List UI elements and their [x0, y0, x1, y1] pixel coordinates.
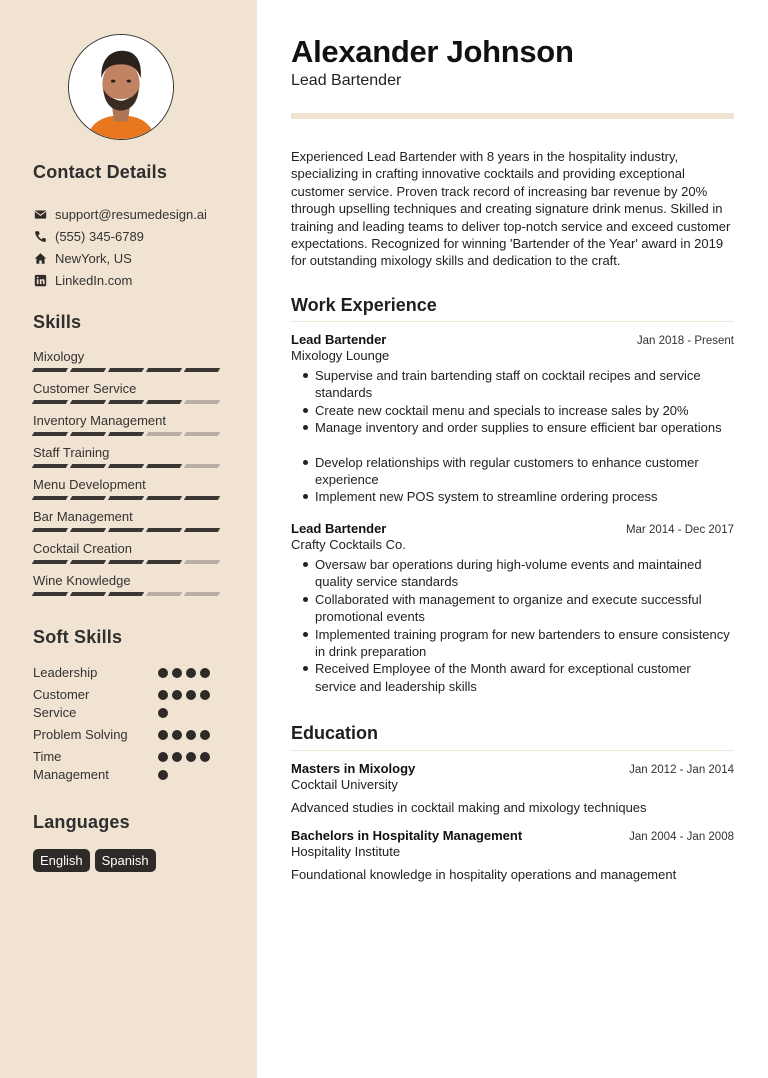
school-name: Hospitality Institute [291, 844, 401, 859]
skill-level-segment [184, 368, 220, 372]
soft-skill-item [33, 726, 223, 744]
skill-level-bar [33, 496, 223, 500]
soft-skill-item [33, 748, 223, 784]
skill-level-segment [146, 400, 182, 404]
education-dates: Jan 2012 - Jan 2014 [629, 764, 734, 776]
degree-title: Bachelors in Hospitality Management [291, 828, 523, 843]
rating-dot [200, 668, 210, 678]
candidate-title: Lead Bartender [291, 72, 402, 89]
rating-dot [186, 730, 196, 740]
education-entry [291, 761, 734, 815]
soft-skill-rating [158, 664, 218, 682]
skill-level-segment [70, 400, 106, 404]
skill-level-segment [70, 496, 106, 500]
job-bullet: Create new cocktail menu and specials to increase sales by 20% [303, 402, 734, 419]
contact-linkedin[interactable] [33, 269, 207, 291]
skill-level-segment [70, 368, 106, 372]
soft-skill-item [33, 686, 223, 722]
rating-dot [172, 690, 182, 700]
skill-level-segment [32, 432, 68, 436]
rating-dot [200, 730, 210, 740]
education-dates: Jan 2004 - Jan 2008 [629, 831, 734, 843]
contact-location [33, 247, 207, 269]
rating-dot [172, 730, 182, 740]
soft-skill-name: Leadership [33, 665, 98, 680]
skill-level-segment [70, 464, 106, 468]
education-description: Foundational knowledge in hospitality operations and management [291, 867, 677, 882]
linkedin-icon [33, 273, 47, 287]
contact-linkedin-text: LinkedIn.com [55, 272, 133, 288]
skill-item [33, 444, 223, 476]
rating-dot [172, 668, 182, 678]
skill-level-segment [70, 560, 106, 564]
sidebar [0, 0, 257, 1078]
rating-dot [158, 770, 168, 780]
skill-level-segment [108, 496, 144, 500]
skill-item [33, 508, 223, 540]
skill-item [33, 540, 223, 572]
skill-level-segment [108, 592, 144, 596]
job-bullet: Implemented training program for new bartenders to ensure consistency in drink preparation [303, 626, 734, 661]
skill-level-segment [146, 368, 182, 372]
skill-level-segment [32, 560, 68, 564]
rating-dot [158, 708, 168, 718]
skill-name: Customer Service [33, 381, 137, 396]
skill-level-segment [146, 560, 182, 564]
job-company: Crafty Cocktails Co. [291, 537, 406, 552]
job-bullet: Supervise and train bartending staff on cocktail recipes and service standards [303, 367, 734, 402]
skill-level-segment [108, 560, 144, 564]
skill-level-segment [146, 528, 182, 532]
skill-item [33, 348, 223, 380]
skill-level-segment [146, 592, 182, 596]
language-badge: English [33, 849, 90, 872]
skill-level-bar [33, 432, 223, 436]
skill-level-segment [108, 400, 144, 404]
skill-name: Staff Training [33, 445, 110, 460]
skill-level-segment [184, 432, 220, 436]
soft-skill-rating [158, 686, 218, 722]
job-bullet: Develop relationships with regular customers to enhance customer experience [303, 454, 734, 489]
header-divider [291, 113, 734, 119]
skill-level-bar [33, 560, 223, 564]
job-bullet: Implement new POS system to streamline ordering process [303, 488, 734, 505]
skill-level-segment [184, 560, 220, 564]
education-entry [291, 828, 734, 882]
skill-level-bar [33, 528, 223, 532]
skill-level-segment [32, 528, 68, 532]
job-bullets [291, 367, 734, 506]
avatar-illustration [69, 35, 173, 139]
job-dates: Jan 2018 - Present [636, 335, 734, 347]
job-role: Lead Bartender [291, 332, 387, 347]
section-divider [291, 321, 734, 322]
rating-dot [158, 730, 168, 740]
skill-level-segment [184, 496, 220, 500]
main-content [257, 0, 768, 1078]
skill-level-segment [70, 432, 106, 436]
skill-item [33, 380, 223, 412]
skill-level-segment [108, 368, 144, 372]
skill-level-bar [33, 464, 223, 468]
job-bullet: Manage inventory and order supplies to ensure efficient bar operations [303, 419, 734, 436]
skills-heading: Skills [33, 312, 82, 332]
envelope-icon [33, 207, 47, 221]
soft-skill-name: Customer Service [33, 687, 90, 720]
skill-name: Bar Management [33, 509, 133, 524]
skill-name: Wine Knowledge [33, 573, 131, 588]
contact-heading: Contact Details [33, 162, 168, 182]
soft-skill-item [33, 664, 223, 682]
skill-level-segment [108, 464, 144, 468]
skill-item [33, 476, 223, 508]
skill-level-segment [32, 368, 68, 372]
skill-name: Menu Development [33, 477, 146, 492]
rating-dot [158, 752, 168, 762]
skill-level-segment [184, 592, 220, 596]
profile-summary: Experienced Lead Bartender with 8 years in the hospitality industry, specializing in crafting innovative cocktails and providing exceptional customer service. Proven track record of increasing bar revenue by 20% through upselling techniques and creating signature drink menus. Skilled in training and leading teams to deliver top-notch service and exceed customer expectations. Recognized for winning 'Bartender of the Year' award in 2019 for outstanding mixology skills and dedication to the craft. [291, 149, 731, 269]
job-dates: Mar 2014 - Dec 2017 [625, 524, 734, 536]
skill-level-segment [146, 432, 182, 436]
skill-level-segment [184, 528, 220, 532]
education-heading: Education [291, 723, 379, 743]
section-divider [291, 750, 734, 751]
soft-skill-rating [158, 748, 218, 784]
skill-item [33, 572, 223, 604]
job-entry [291, 332, 734, 506]
skill-name: Cocktail Creation [33, 541, 132, 556]
rating-dot [186, 690, 196, 700]
job-company: Mixology Lounge [291, 348, 390, 363]
soft-skills-heading: Soft Skills [33, 627, 123, 647]
skill-level-segment [108, 528, 144, 532]
rating-dot [200, 752, 210, 762]
school-name: Cocktail University [291, 777, 398, 792]
contact-phone-text: (555) 345-6789 [55, 228, 144, 244]
skill-level-segment [32, 400, 68, 404]
skill-level-bar [33, 592, 223, 596]
skill-level-bar [33, 400, 223, 404]
contact-phone[interactable] [33, 225, 207, 247]
skill-level-segment [32, 496, 68, 500]
skill-level-segment [184, 464, 220, 468]
soft-skill-name: Problem Solving [33, 727, 128, 742]
work-experience-heading: Work Experience [291, 295, 437, 315]
contact-email[interactable] [33, 203, 207, 225]
job-bullets [291, 556, 734, 695]
skill-level-segment [146, 464, 182, 468]
rating-dot [186, 752, 196, 762]
rating-dot [186, 668, 196, 678]
skill-list [33, 348, 223, 604]
job-role: Lead Bartender [291, 521, 387, 536]
rating-dot [158, 690, 168, 700]
soft-skill-name: Time Management [33, 749, 109, 782]
soft-skill-rating [158, 726, 218, 744]
degree-title: Masters in Mixology [291, 761, 416, 776]
rating-dot [158, 668, 168, 678]
profile-photo [68, 34, 174, 140]
skill-name: Inventory Management [33, 413, 166, 428]
contact-location-text: NewYork, US [55, 250, 132, 266]
skill-level-segment [70, 528, 106, 532]
skill-name: Mixology [33, 349, 85, 364]
rating-dot [200, 690, 210, 700]
skill-level-segment [184, 400, 220, 404]
candidate-name: Alexander Johnson [291, 34, 574, 69]
soft-skill-list [33, 664, 223, 784]
language-list [33, 849, 156, 872]
job-bullet: Received Employee of the Month award for exceptional customer service and leadership skills [303, 660, 734, 695]
home-icon [33, 251, 47, 265]
skill-level-bar [33, 368, 223, 372]
skill-item [33, 412, 223, 444]
skill-level-segment [146, 496, 182, 500]
job-bullet: Oversaw bar operations during high-volume events and maintained quality service standards [303, 556, 734, 591]
language-badge: Spanish [95, 849, 156, 872]
job-bullet: Collaborated with management to organize and execute successful promotional events [303, 591, 734, 626]
rating-dot [172, 752, 182, 762]
skill-level-segment [32, 464, 68, 468]
contact-email-text: support@resumedesign.ai [55, 206, 207, 222]
contact-list [33, 203, 207, 291]
languages-heading: Languages [33, 812, 130, 832]
education-description: Advanced studies in cocktail making and mixology techniques [291, 800, 647, 815]
skill-level-segment [70, 592, 106, 596]
skill-level-segment [32, 592, 68, 596]
skill-level-segment [108, 432, 144, 436]
phone-icon [33, 229, 47, 243]
job-entry [291, 521, 734, 695]
